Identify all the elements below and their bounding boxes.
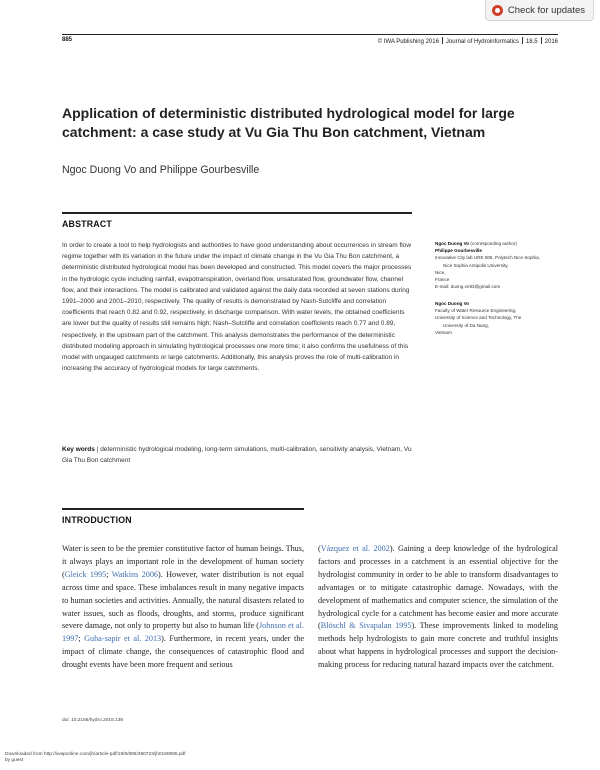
author-name: Ngoc Duong Vo [435, 301, 470, 306]
divider [541, 37, 542, 44]
text-run: ; [106, 569, 112, 579]
text-run: ( [318, 544, 321, 553]
citation-link[interactable]: Blöschl & Sivapalan 1995 [320, 621, 412, 631]
check-for-updates-button[interactable] [485, 0, 594, 21]
download-by: by guest [5, 758, 24, 763]
affiliation-block-2 [435, 300, 575, 336]
affiliation-line: University of Da Nang, [443, 322, 489, 328]
divider [442, 37, 443, 44]
abstract-rule [62, 212, 412, 214]
volume: 18.5 [525, 39, 538, 45]
author-name: Ngoc Duong Vo [435, 241, 470, 246]
author-name: Philippe Gourbesville [435, 248, 482, 254]
keywords-label: Key words [62, 446, 95, 453]
abstract-text: In order to create a tool to help hydrologists and authorities to have good understanding about occurrences in stream flow regime together with its variation in the future under the impact of climate change in the Vu Gia Thu Bon catchment, a deterministic distributed hydrological model has been developed and constructed. This model covers the major processes in the hydrologic cycle including rainfall, evapotranspiration, overland flow, unsaturated flow, groundwater flow, channel flow, and their interactions. The model is calibrated and validated against the daily data recorded at seven stations during 1991–2000 and 2001–2010, respectively. The quality of results is demonstrated by Nash-Sutcliffe and correlation coefficients that reach 0.82 and 0.92, respectively, in discharge comparison. With water levels, the obtained coefficients are lower but the quality of results still remains high; Nash–Sutcliffe and correlation coefficients reach 0.77 and 0.89, respectively, in the upstream part of the catchment. This analysis demonstrates the performance of the deterministic distributed modeling approach in simulating hydrological processes one more time; it also confirms the usefulness of this model with ungauged catchments or large catchments. Additionally, this analysis proves the role of multi-calibration in increasing the accuracy of hydrological models for large catchments. [62, 242, 412, 373]
citation-link[interactable]: Gleick 1995 [64, 569, 107, 579]
introduction-rule [62, 508, 304, 510]
affiliation-line: Vietnam [435, 329, 452, 335]
author-role: (corresponding author) [470, 241, 517, 246]
citation-link[interactable]: Guha-sapir et al. 2013 [84, 634, 162, 644]
check-for-updates-label: Check for updates [507, 4, 585, 16]
article-title: Application of deterministic distributed hydrological model for large catchment: a case study at Vu Gia Thu Bon catchment, Vietnam [62, 105, 515, 140]
download-note [5, 752, 186, 764]
affiliation-line: France [435, 277, 450, 283]
text-run: ). However, water distribution is not equal across time and space. These imbalances result in many negative impacts to human societies and activities. Annually, the natural disasters related to water issues, such as floods, droughts, and storms, produce significant severe damage, not only to property but also to human life ( [62, 569, 304, 631]
keywords-separator: | [96, 446, 101, 453]
affiliation-line: University of Science and Technology, The [435, 315, 522, 321]
abstract-heading: ABSTRACT [62, 219, 112, 229]
text-run: ). Gaining a deep knowledge of the hydrological factors and processes in a catchment is an essential objective for the hydrologist community in order to be able to transform disadvantages to advantages or to mitigate catastrophic damage. Nowadays, with the development of mathematics and computer science, the simulation of the hydrological cycle for a catchment has become easier and more accurate ( [318, 544, 558, 631]
keywords-list: deterministic hydrological modeling, long-term simulations, multi-calibration, sensitivity analysis, Vietnam, Vu Gia Thu Bon catchment [62, 446, 412, 465]
affiliation-line: Nice, [435, 269, 446, 275]
text-run: ; [78, 634, 85, 644]
doi-link[interactable]: doi: 10.2166/hydro.2016.138 [62, 718, 124, 723]
header-rule [62, 34, 558, 35]
author-list: Ngoc Duong Vo and Philippe Gourbesville [62, 164, 260, 176]
update-icon [492, 5, 503, 16]
text-run: ). These improvements linked to modeling methods help hydrologists to gain more concrete and truthful insights about what happens in hydrological processes and support the decision-making process for reducing natural hazard impacts over the catchment. [318, 621, 558, 670]
text-run: Water is seen to be the premier constitutive factor of human beings. Thus, it always plays an important role in the development of human society ( [62, 544, 304, 579]
divider [522, 37, 523, 44]
keywords [62, 444, 422, 466]
intro-left-column [62, 543, 304, 672]
copyright: © IWA Publishing 2016 [377, 39, 439, 45]
citation-link[interactable]: Johnson et al. 1997 [62, 621, 304, 644]
page-number: 885 [62, 37, 73, 43]
affiliation-line: Nice Sophia Antipolis University, [443, 262, 509, 268]
intro-right-column [318, 543, 558, 672]
journal-name: Journal of Hydroinformatics [445, 39, 519, 45]
citation-link[interactable]: Vázquez et al. 2002 [320, 544, 390, 553]
affiliation-line: Faculty of Water Resource Engineering, [435, 308, 517, 314]
download-url[interactable]: Downloaded from http://iwaponline.com/jh/article-pdf/18/5/885/390723/jh0180885.pdf [5, 752, 186, 757]
introduction-heading: INTRODUCTION [62, 515, 132, 525]
email-link[interactable]: E-mail: duong.vn93@gmail.com [435, 284, 501, 290]
year: 2016 [544, 39, 558, 45]
affiliation-block-1 [435, 240, 575, 290]
text-run: ). Furthermore, in recent years, under the impact of climate change, the consequences of catastrophic flood and drought events have been more frequent and serious [62, 634, 305, 670]
running-header [378, 37, 558, 45]
citation-link[interactable]: Watkins 2006 [111, 569, 159, 579]
affiliation-line: Innovative City lab URE 005, Polytech Nice Sophia, [435, 255, 540, 261]
